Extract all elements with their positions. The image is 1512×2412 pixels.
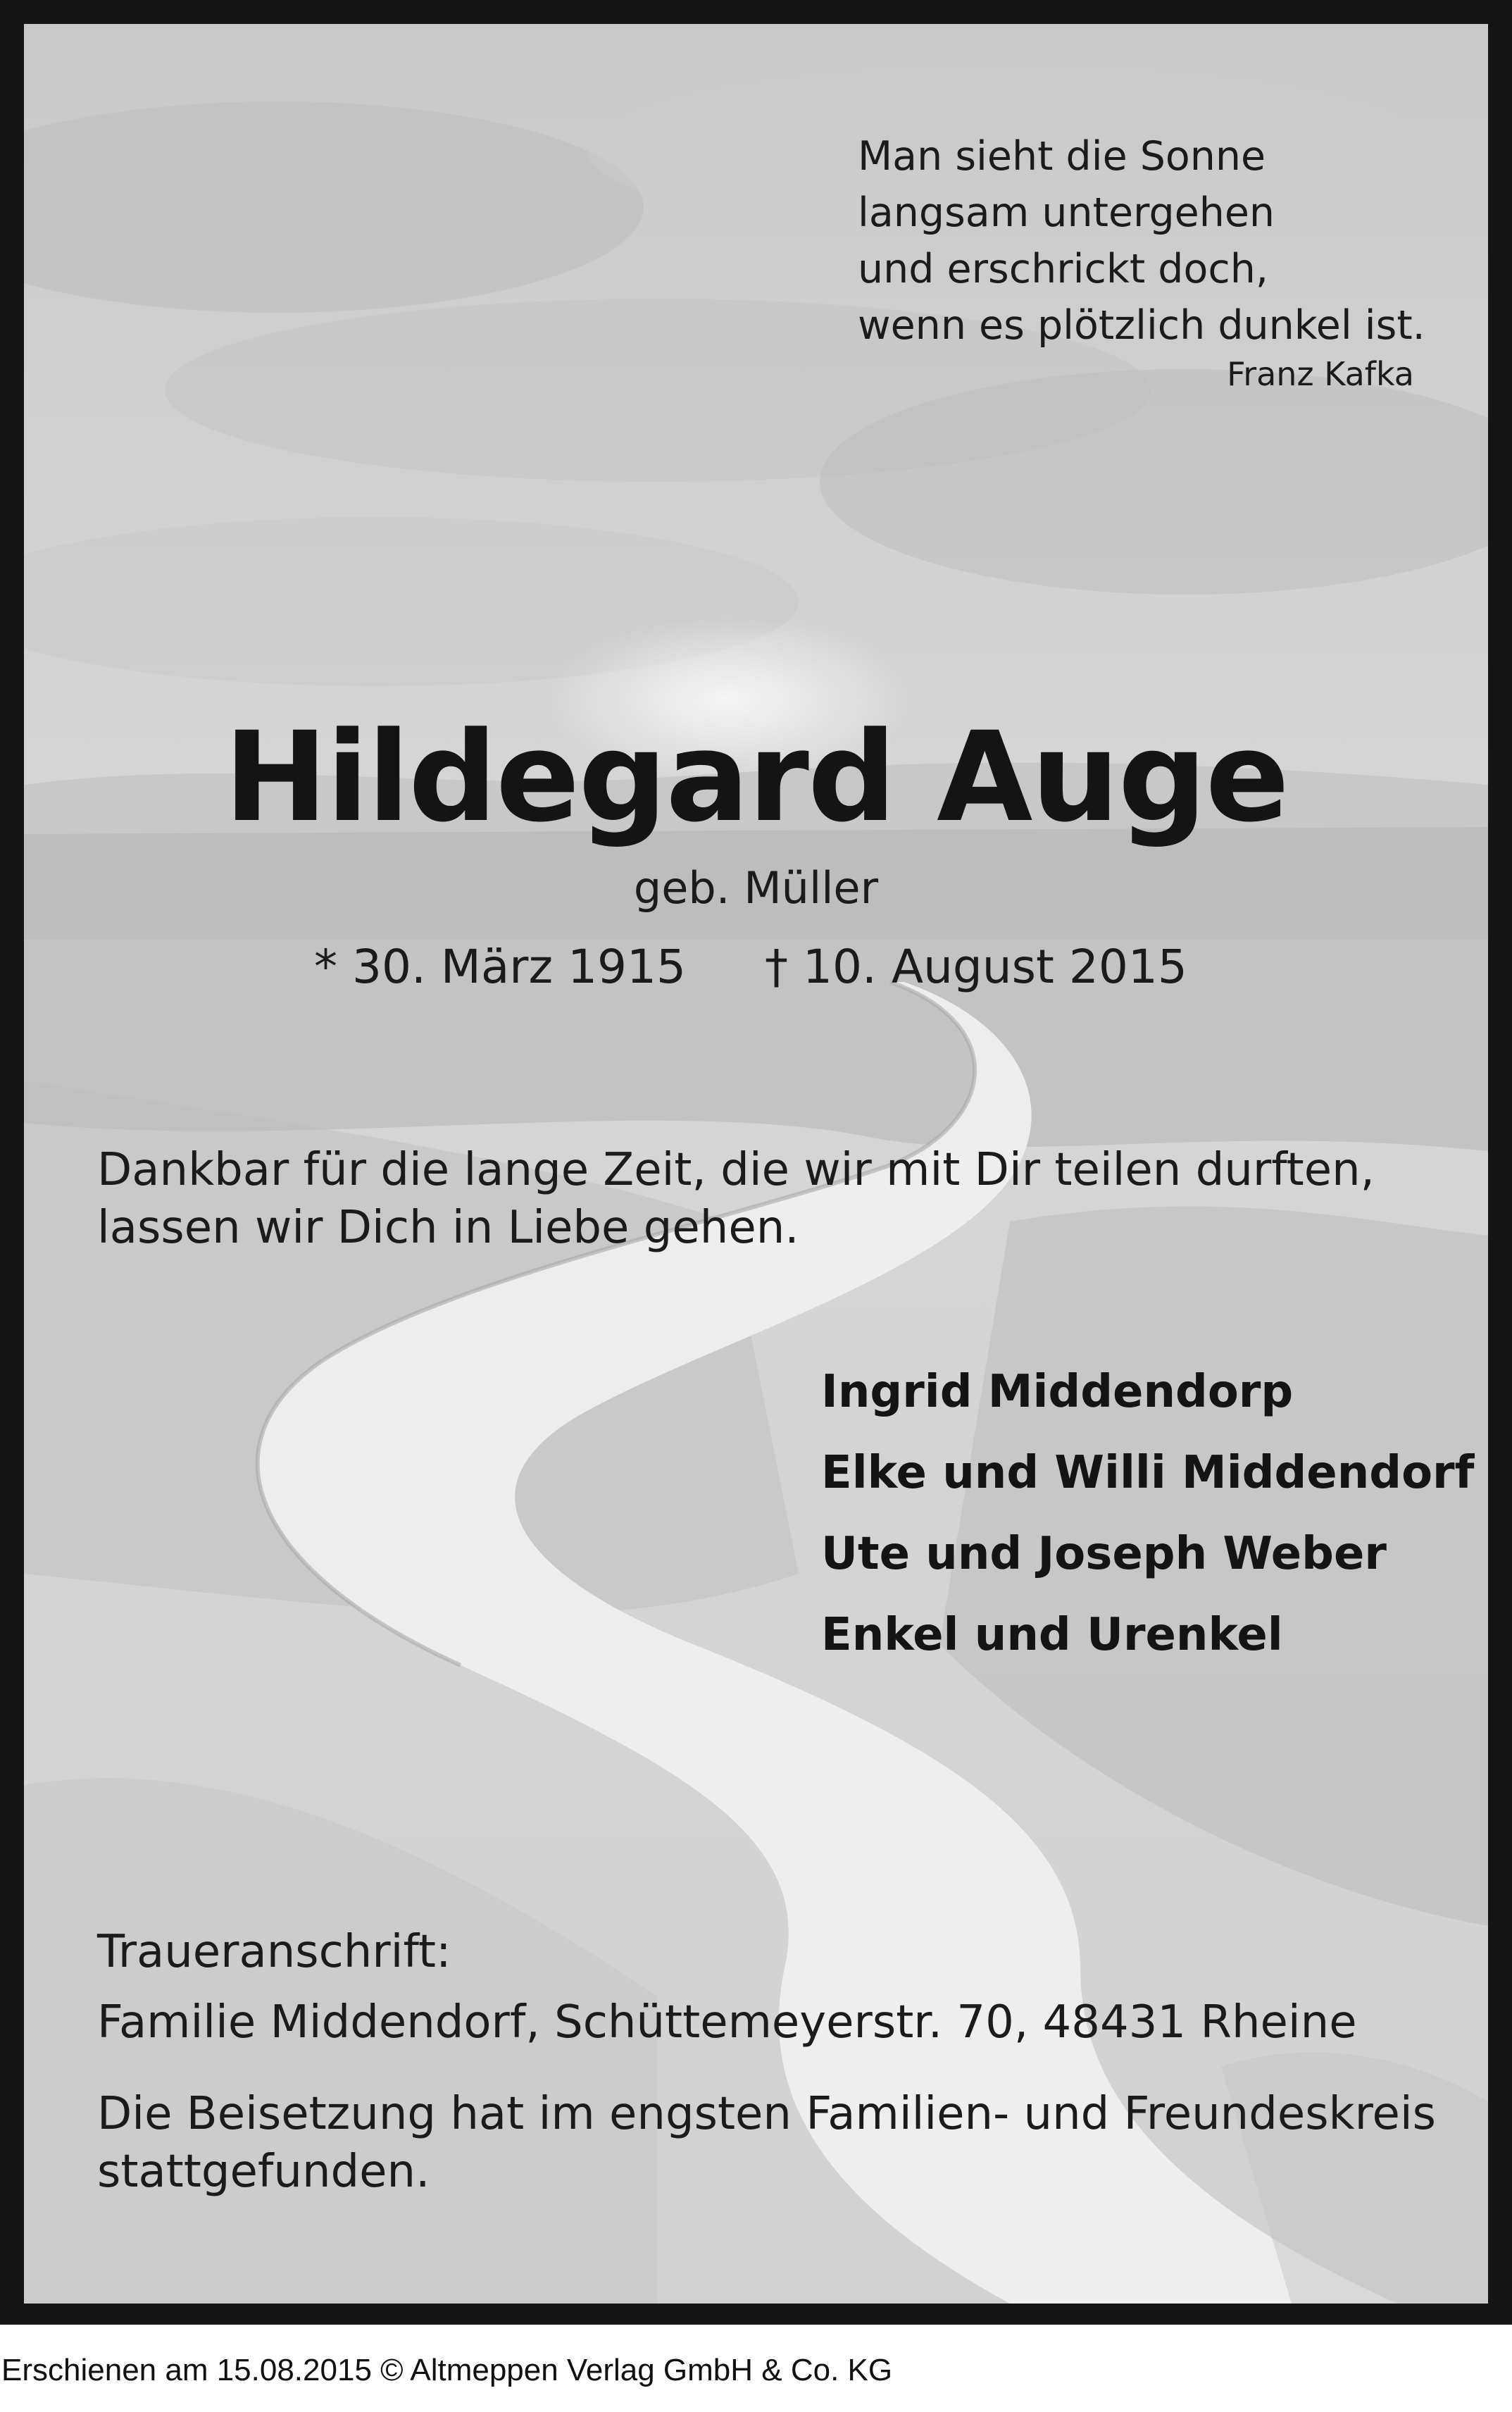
family-member: Enkel und Urenkel <box>821 1609 1283 1661</box>
quote-line: Man sieht die Sonne <box>858 133 1266 180</box>
quote-line: wenn es plötzlich dunkel ist. <box>858 302 1425 349</box>
address-line: Familie Middendorf, Schüttemeyerstr. 70, 48431 Rheine <box>97 1996 1357 2049</box>
publication-footer: Erschienen am 15.08.2015 © Altmeppen Verlag GmbH & Co. KG <box>1 2353 893 2387</box>
quote-line: und erschrickt doch, <box>858 246 1268 292</box>
family-member: Elke und Willi Middendorf <box>821 1447 1475 1499</box>
message-line: Dankbar für die lange Zeit, die wir mit Dir teilen durften, <box>97 1144 1375 1196</box>
family-member: Ute und Joseph Weber <box>821 1528 1387 1580</box>
family-member: Ingrid Middendorp <box>821 1366 1294 1418</box>
deceased-name: Hildegard Auge <box>224 705 1288 850</box>
maiden-name: geb. Müller <box>633 862 879 914</box>
notice-panel <box>24 24 1488 2304</box>
birth-date: * 30. März 1915 <box>314 940 687 994</box>
address-label: Traueranschrift: <box>97 1926 451 1978</box>
quote-author: Franz Kafka <box>1227 355 1414 393</box>
death-date: † 10. August 2015 <box>765 940 1187 994</box>
funeral-note-line: Die Beisetzung hat im engsten Familien- und Freundeskreis <box>97 2088 1436 2140</box>
funeral-note-line: stattgefunden. <box>97 2146 430 2198</box>
message-line: lassen wir Dich in Liebe gehen. <box>97 1202 799 1254</box>
quote-line: langsam untergehen <box>858 189 1275 236</box>
